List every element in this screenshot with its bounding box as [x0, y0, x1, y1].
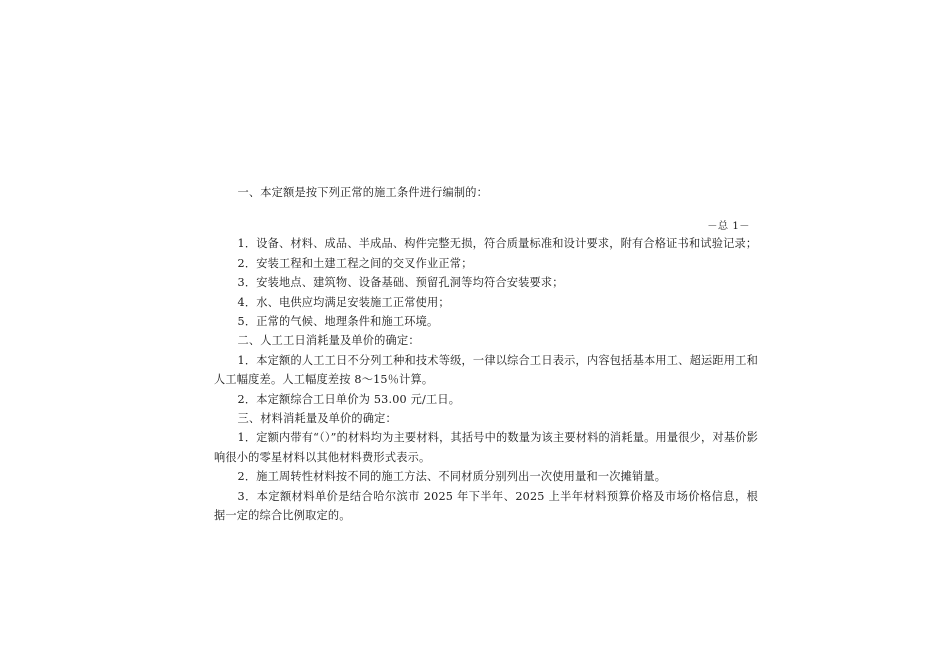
- paragraph-materials-3: 3．本定额材料单价是结合哈尔滨市 2025 年下半年、2025 上半年材料预算价格及市场价格信息，根据一定的综合比例取定的。: [214, 489, 758, 523]
- paragraph-condition-5: 5．正常的气候、地理条件和施工环境。: [237, 315, 439, 329]
- paragraph-condition-4: 4．水、电供应均满足安装施工正常使用；: [237, 295, 450, 309]
- blank-spacer: [214, 202, 758, 219]
- document-body: [214, 183, 758, 526]
- paragraph-condition-2: 2．安装工程和土建工程之间的交叉作业正常；: [237, 256, 473, 270]
- page-number: －总 1－: [707, 221, 750, 233]
- paragraph-condition-1: 1．设备、材料、成品、半成品、构件完整无损，符合质量标准和设计要求，附有合格证书和试验记录；: [237, 237, 758, 251]
- paragraph-labor-2: 2．本定额综合工日单价为 53.00 元/工日。: [237, 392, 461, 406]
- section-heading-labor: 二、人工工日消耗量及单价的确定：: [237, 334, 420, 348]
- paragraph-labor-1: 1．本定额的人工工日不分列工种和技术等级，一律以综合工日表示，内容包括基本用工、超运距用工和人工幅度差。人工幅度差按 8～15％计算。: [214, 353, 758, 387]
- paragraph-materials-2: 2．施工周转性材料按不同的施工方法、不同材质分别列出一次使用量和一次摊销量。: [237, 470, 667, 484]
- section-intro: 一、本定额是按下列正常的施工条件进行编制的：: [237, 186, 489, 199]
- paragraph-materials-1: 1．定额内带有“（）”的材料均为主要材料，其括号中的数量为该主要材料的消耗量。用量很少，对基价影响很小的零星材料以其他材料费形式表示。: [214, 431, 758, 464]
- paragraph-condition-3: 3．安装地点、建筑物、设备基础、预留孔洞等均符合安装要求；: [237, 276, 564, 290]
- section-heading-materials: 三、材料消耗量及单价的确定：: [237, 412, 397, 426]
